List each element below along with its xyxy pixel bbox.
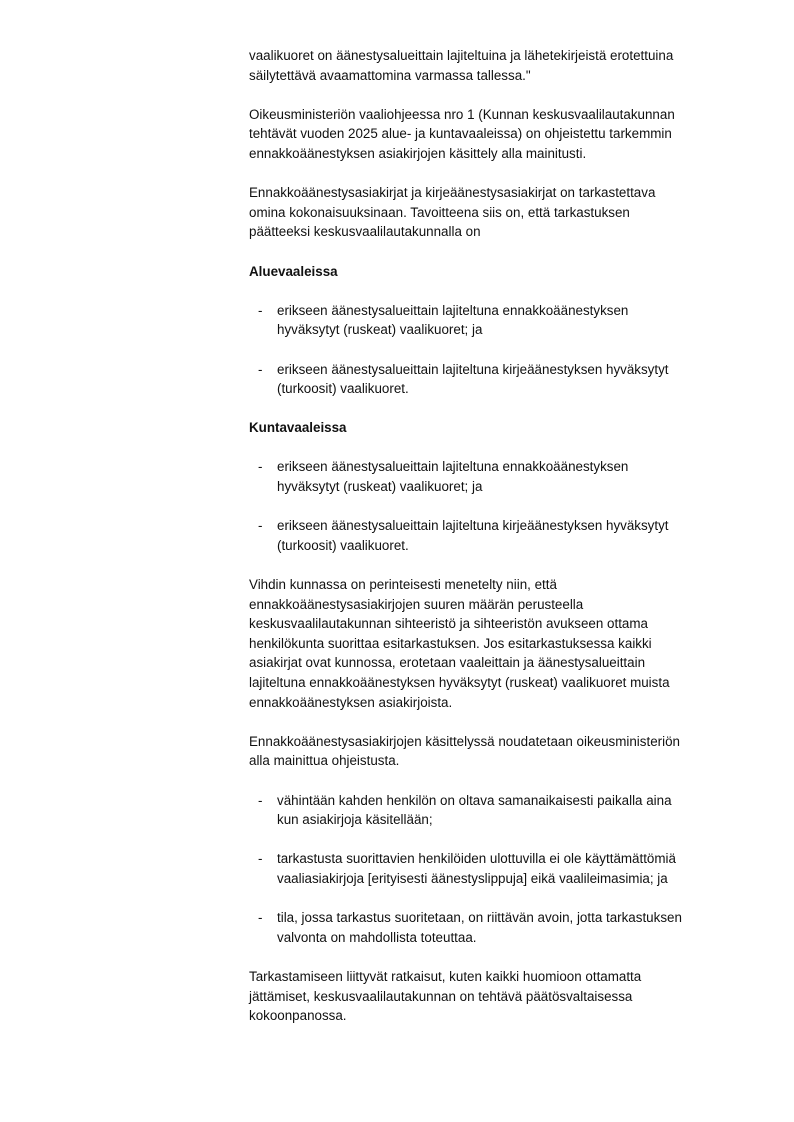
bullet-dash: - [258,302,263,318]
paragraph [249,967,735,1026]
bullet-text-line: erikseen äänestysalueittain lajiteltuna kirjeäänestyksen hyväksytyt [277,518,669,534]
bullet-text-line: erikseen äänestysalueittain lajiteltuna ennakkoäänestyksen [277,302,629,318]
paragraph-line: alla mainittua ohjeistusta. [249,753,400,769]
bullet-item [249,849,735,888]
paragraph-line: omina kokonaisuuksinaan. Tavoitteena siis on, että tarkastuksen [249,204,630,220]
paragraph-line: päätteeksi keskusvaalilautakunnalla on [249,224,481,240]
paragraph-line: lajiteltuna ennakkoäänestyksen hyväksytyt (ruskeat) vaalikuoret muista [249,675,670,690]
bullet-text-line: erikseen äänestysalueittain lajiteltuna kirjeäänestyksen hyväksytyt [277,361,669,377]
bullet-text-line: tila, jossa tarkastus suoritetaan, on riittävän avoin, jotta tarkastuksen [277,910,682,926]
paragraph-line: tehtävät vuoden 2025 alue- ja kuntavaaleissa) on ohjeistettu tarkemmin [249,126,672,142]
bullet-dash: - [258,361,263,377]
paragraph-line: henkilökunta suorittaa esitarkastuksen. Jos esitarkastuksessa kaikki [249,635,652,651]
paragraph-line: ennakkoäänestysasiakirjojen suuren määrän perusteella [249,596,584,612]
document-page [249,46,735,1045]
bullet-item [249,360,735,399]
bullet-text-line: (turkoosit) vaalikuoret. [277,537,409,553]
bullet-dash: - [258,851,263,867]
paragraph-line: Ennakkoäänestysasiakirjat ja kirjeäänestysasiakirjat on tarkastettava [249,185,656,201]
paragraph-line: Oikeusministeriön vaaliohjeessa nro 1 (Kunnan keskusvaalilautakunnan [249,106,675,122]
paragraph-line: säilytettävä avaamattomina varmassa tallessa." [249,67,531,83]
paragraph-line: keskusvaalilautakunnan sihteeristö ja sihteeristön avukseen ottama [249,616,648,632]
bullet-text-line: vähintään kahden henkilön on oltava samanaikaisesti paikalla aina [277,792,672,808]
bullet-dash: - [258,792,263,808]
bullet-dash: - [258,910,263,926]
paragraph-line: kokoonpanossa. [249,1008,347,1024]
bullet-text-line: hyväksytyt (ruskeat) vaalikuoret; ja [277,479,483,495]
bullet-dash: - [258,518,263,534]
bullet-item [249,791,735,830]
paragraph-line: ennakkoäänestyksen asiakirjojen käsittely alla mainitusti. [249,145,587,161]
bullet-item [249,908,735,947]
bullet-text-line: tarkastusta suorittavien henkilöiden ulottuvilla ei ole käyttämättömiä [277,851,676,867]
bullet-text-line: erikseen äänestysalueittain lajiteltuna ennakkoäänestyksen [277,459,629,475]
paragraph-line: asiakirjat ovat kunnossa, erotetaan vaaleittain ja äänestysalueittain [249,655,646,671]
bullet-item [249,301,735,340]
bullet-dash: - [258,459,263,475]
paragraph-line: Vihdin kunnassa on perinteisesti menetelty niin, että [249,577,557,593]
paragraph-line: Ennakkoäänestysasiakirjojen käsittelyssä noudatetaan oikeusministeriön [249,733,680,749]
bullet-item [249,516,735,555]
paragraph [249,46,735,85]
bullet-text-line: (turkoosit) vaalikuoret. [277,381,409,397]
paragraph-line: Tarkastamiseen liittyvät ratkaisut, kuten kaikki huomioon ottamatta [249,968,642,984]
bullet-item [249,457,735,496]
bullet-text-line: kun asiakirjoja käsitellään; [277,812,433,828]
paragraph-line: vaalikuoret on äänestysalueittain lajiteltuina ja lähetekirjeistä erotettuina [249,48,674,63]
bullet-text-line: vaaliasiakirjoja [erityisesti äänestyslippuja] eikä vaalileimasimia; ja [277,870,668,886]
paragraph [249,732,735,771]
paragraph-line: jättämiset, keskusvaalilautakunnan on tehtävä päätösvaltaisessa [249,988,633,1004]
paragraph [249,105,735,164]
bullet-text-line: valvonta on mahdollista toteuttaa. [277,929,477,945]
section-heading: Aluevaaleissa [249,263,338,279]
paragraph [249,575,735,712]
section-heading: Kuntavaaleissa [249,420,347,436]
paragraph-line: ennakkoäänestyksen asiakirjoista. [249,694,453,710]
paragraph [249,183,735,242]
bullet-text-line: hyväksytyt (ruskeat) vaalikuoret; ja [277,322,483,338]
